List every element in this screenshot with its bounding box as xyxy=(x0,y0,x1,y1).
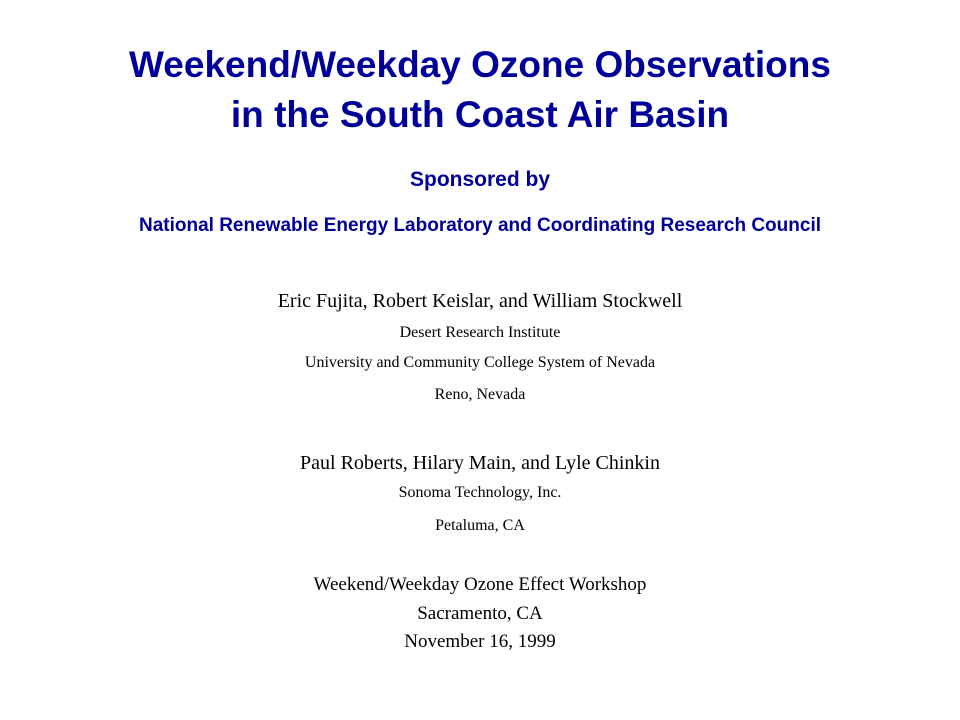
authors-group-1: Eric Fujita, Robert Keislar, and William Stockwell xyxy=(277,290,683,312)
affiliation-location-petaluma: Petaluma, CA xyxy=(435,517,525,534)
affiliation-company: Sonoma Technology, Inc. xyxy=(398,484,562,501)
sponsor-heading: Sponsored by xyxy=(409,168,551,191)
authors-group-2: Paul Roberts, Hilary Main, and Lyle Chinkin xyxy=(300,452,660,474)
sponsor-organizations: National Renewable Energy Laboratory and Coordinating Research Council xyxy=(138,215,821,236)
affiliation-institute: Desert Research Institute xyxy=(399,324,561,341)
slide-title-line-1: Weekend/Weekday Ozone Observations xyxy=(129,44,831,85)
event-date: November 16, 1999 xyxy=(404,631,556,652)
affiliation-system: University and Community College System of Nevada xyxy=(304,354,656,371)
event-name: Weekend/Weekday Ozone Effect Workshop xyxy=(313,574,647,595)
slide-title-line-2: in the South Coast Air Basin xyxy=(230,94,730,135)
event-location: Sacramento, CA xyxy=(417,603,543,624)
affiliation-location-reno: Reno, Nevada xyxy=(434,386,526,403)
